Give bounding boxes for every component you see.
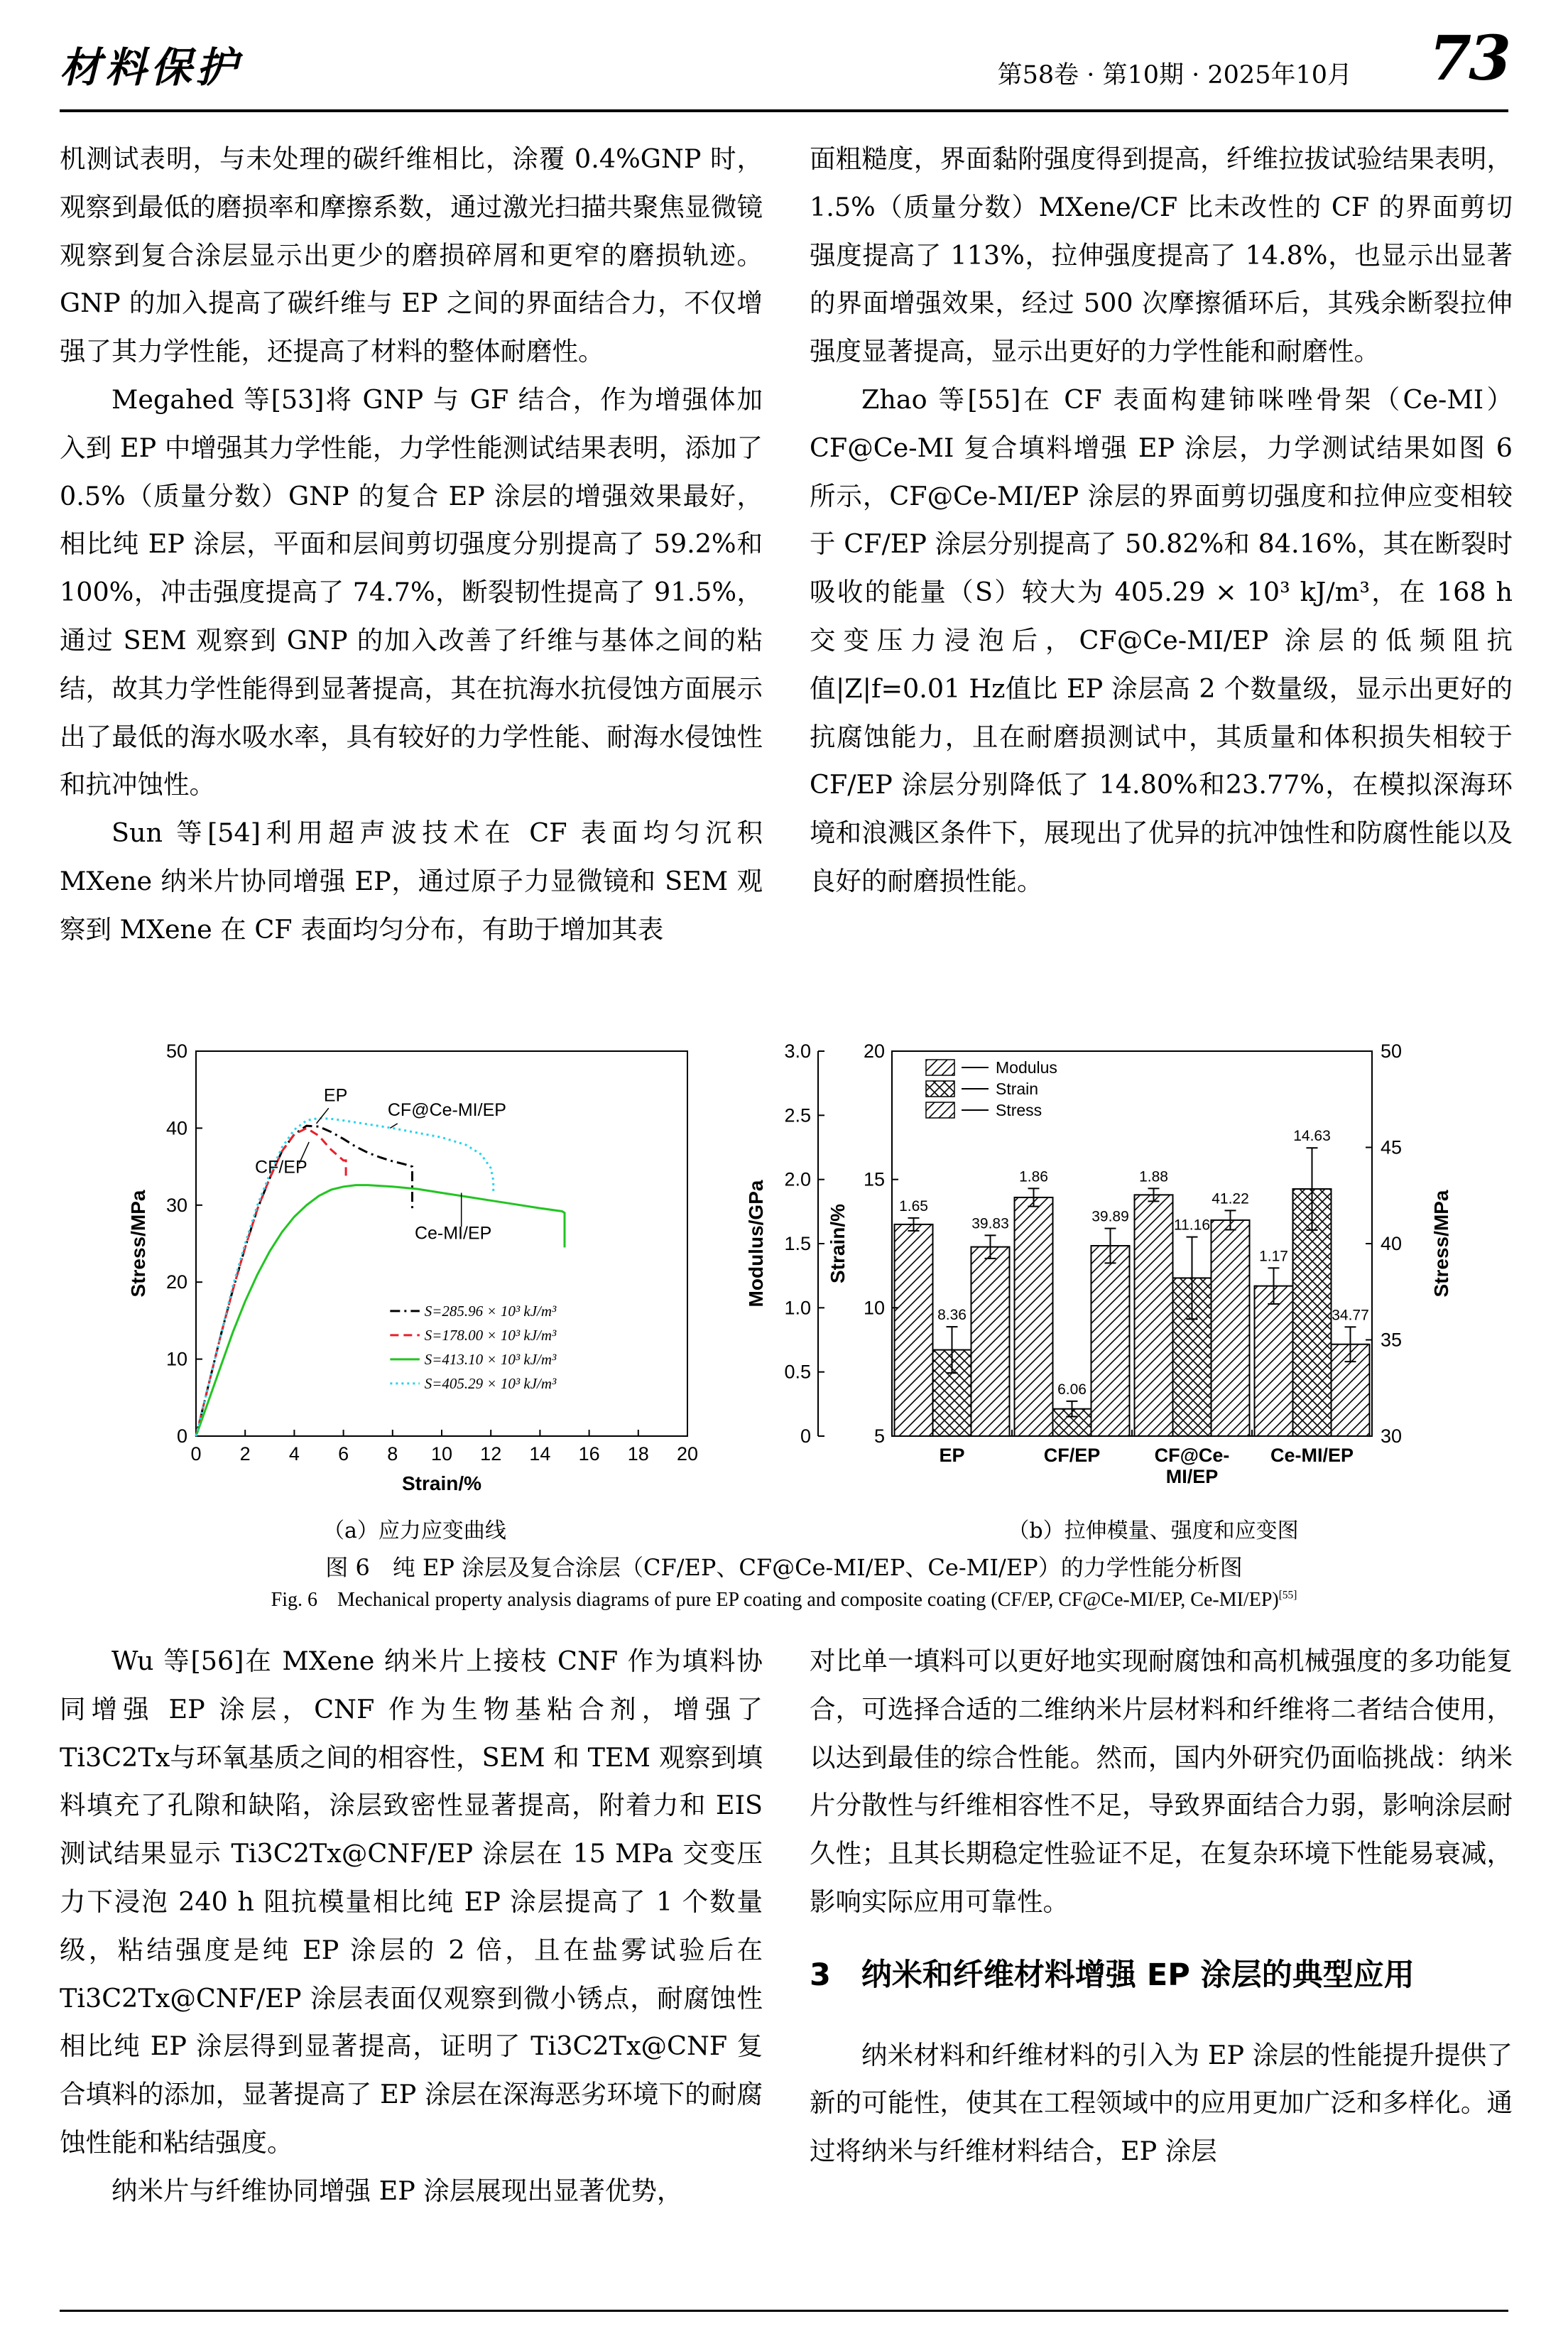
bar-Stress (971, 1247, 1010, 1436)
paragraph: Zhao 等[55]在 CF 表面构建铈咪唑骨架（Ce-MI）CF@Ce-MI 复合填料增强 EP 涂层，力学测试结果如图 6 所示，CF@Ce-MI/EP 涂层的界面剪切强度和拉伸应变相较于 CF/EP 涂层分别提高了 50.82%和 84.16%，其在断裂时吸收的能量（S）较大为 405.29 × 10³ kJ/m³，在 168 h 交变压力浸泡后，CF@Ce-MI/EP 涂层的低频阻抗值|Z|f=0.01 Hz值比 EP 涂层高 2 个数量级，显示出更好的抗腐蚀能力，且在耐磨损测试中，其质量和体积损失相较于 CF/EP 涂层分别降低了 14.80%和23.77%，在模拟深海环境和浪溅区条件下，展现出了优异的抗冲蚀性和防腐性能以及良好的耐磨损性能。 (810, 384, 1513, 896)
data-label: 1.88 (1139, 1168, 1168, 1185)
category-label: EP (939, 1445, 965, 1466)
x-tick-label: 12 (480, 1443, 502, 1465)
x-axis-label: Strain/% (401, 1472, 482, 1494)
x-tick-label: 0 (190, 1443, 202, 1465)
legend-swatch (926, 1081, 954, 1097)
strain-tick-label: 20 (863, 1040, 885, 1062)
strain-tick-label: 10 (863, 1297, 885, 1319)
x-tick-label: 6 (338, 1443, 349, 1465)
modulus-tick-label: 1.0 (784, 1297, 811, 1319)
paragraph: Sun 等[54]利用超声波技术在 CF 表面均匀沉积 MXene 纳米片协同增强 EP，通过原子力显微镜和 SEM 观察到 MXene 在 CF 表面均匀分布，有助于增加其表 (60, 817, 763, 945)
legend-label: Modulus (996, 1058, 1057, 1077)
modulus-tick-label: 1.5 (784, 1233, 811, 1254)
modulus-axis-label: Modulus/GPa (745, 1180, 767, 1308)
paragraph: 面粗糙度，界面黏附强度得到提高，纤维拉拔试验结果表明，1.5%（质量分数）MXene/CF 比未改性的 CF 的界面剪切强度提高了 113%，拉伸强度提高了 14.8%，也显示出显著的界面增强效果，经过 500 次摩擦循环后，其残余断裂拉伸强度显著提高，显示出更好的力学性能和耐磨性。 (810, 143, 1513, 367)
figure-6 (60, 1023, 1508, 1611)
stress-axis-label: Stress/MPa (1430, 1190, 1452, 1298)
stress-tick-label: 35 (1381, 1329, 1403, 1351)
data-label: 34.77 (1332, 1307, 1369, 1324)
legend-label: Strain (996, 1080, 1039, 1098)
bar-Modulus (1015, 1197, 1053, 1436)
annotation-label: CF@Ce-MI/EP (387, 1100, 506, 1121)
category-label: CF/EP (1043, 1445, 1101, 1466)
legend-label: S=285.96 × 10³ kJ/m³ (424, 1302, 557, 1320)
legend-label: S=405.29 × 10³ kJ/m³ (424, 1374, 557, 1392)
header-rule (60, 109, 1508, 112)
legend-swatch (926, 1102, 954, 1118)
data-label: 41.22 (1212, 1190, 1249, 1207)
paragraph: 对比单一填料可以更好地实现耐腐蚀和高机械强度的多功能复合，可选择合适的二维纳米片层材料和纤维将二者结合使用，以达到最佳的综合性能。然而，国内外研究仍面临挑战：纳米片分散性与纤维相容性不足，导致界面结合力弱，影响涂层耐久性；且其长期稳定性验证不足，在复杂环境下性能易衰减，影响实际应用可靠性。 (810, 1646, 1513, 1917)
subcaption-a: （a）应力应变曲线 (323, 1518, 506, 1543)
annotation-label: EP (323, 1085, 348, 1106)
y-tick-label: 40 (165, 1117, 187, 1139)
figure-caption-en-text: Fig. 6 Mechanical property analysis diagrams of pure EP coating and composite coating (CF/EP, CF@Ce-MI/EP, Ce-MI/EP) (271, 1589, 1279, 1611)
left-column-top (60, 135, 763, 954)
data-label: 6.06 (1057, 1381, 1087, 1398)
legend-label: Stress (996, 1101, 1042, 1119)
figure-6-charts (60, 1023, 1508, 1513)
paragraph: 纳米材料和纤维材料的引入为 EP 涂层的性能提升提供了新的可能性，使其在工程领域中的应用更加广泛和多样化。通过将纳米与纤维材料结合，EP 涂层 (810, 2039, 1513, 2167)
paragraph: 纳米片与纤维协同增强 EP 涂层展现出显著优势， (111, 2175, 683, 2206)
section-heading: 3 纳米和纤维材料增强 EP 涂层的典型应用 (810, 1957, 1415, 1993)
data-label: 14.63 (1293, 1128, 1331, 1145)
footer-rule (60, 2310, 1508, 2312)
stress-tick-label: 40 (1381, 1233, 1403, 1254)
figure-caption-en (60, 1584, 1508, 1612)
data-label: 11.16 (1174, 1217, 1210, 1234)
y-axis-label: Stress/MPa (127, 1190, 149, 1298)
annotation-label: Ce-MI/EP (414, 1223, 492, 1244)
modulus-tick-label: 0.5 (784, 1361, 811, 1383)
figure-caption-cn: 图 6 纯 EP 涂层及复合涂层（CF/EP、CF@Ce-MI/EP、Ce-MI/EP）的力学性能分析图 (325, 1554, 1243, 1581)
y-tick-label: 0 (176, 1425, 187, 1447)
y-tick-label: 50 (165, 1040, 187, 1062)
annotation-leader (317, 1108, 329, 1124)
bar-Stress (1212, 1220, 1250, 1436)
bar-Modulus (1255, 1286, 1293, 1436)
stress-tick-label: 30 (1381, 1425, 1403, 1447)
data-label: 1.86 (1019, 1168, 1048, 1185)
journal-logo: 材料保护 (60, 43, 242, 92)
modulus-tick-label: 0 (800, 1425, 811, 1447)
issue-info: 第58卷 · 第10期 · 2025年10月 (997, 61, 1352, 89)
legend-swatch (926, 1060, 954, 1075)
paragraph: Wu 等[56]在 MXene 纳米片上接枝 CNF 作为填料协同增强 EP 涂层，CNF 作为生物基粘合剂，增强了 Ti3C2Tx与环氧基质之间的相容性，SEM 和 TEM 观察到填料填充了孔隙和缺陷，涂层致密性显著提高，附着力和 EIS 测试结果显示 Ti3C2Tx@CNF/EP 涂层在 15 MPa 交变压力下浸泡 240 h 阻抗模量相比纯 EP 涂层提高了 1 个数量级，粘结强度是纯 EP 涂层的 2 倍，且在盐雾试验后在 Ti3C2Tx@CNF/EP 涂层表面仅观察到微小锈点，耐腐蚀性相比纯 EP 涂层得到显著提高，证明了 Ti3C2Tx@CNF 复合填料的添加，显著提高了 EP 涂层在深海恶劣环境下的耐腐蚀性能和粘结强度。 (60, 1646, 763, 2158)
left-column-bottom (60, 1637, 763, 2215)
data-label: 1.17 (1259, 1248, 1288, 1265)
category-label: Ce-MI/EP (1270, 1445, 1354, 1466)
data-label: 8.36 (937, 1307, 967, 1324)
paragraph: 机测试表明，与未处理的碳纤维相比，涂覆 0.4%GNP 时，观察到最低的磨损率和摩擦系数，通过激光扫描共聚焦显微镜观察到复合涂层显示出更少的磨损碎屑和更窄的磨损轨迹。GNP 的加入提高了碳纤维与 EP 之间的界面结合力，不仅增强了其力学性能，还提高了材料的整体耐磨性。 (60, 143, 763, 367)
data-label: 39.83 (971, 1215, 1009, 1232)
bar-Modulus (1135, 1195, 1173, 1436)
x-tick-label: 18 (627, 1443, 649, 1465)
x-tick-label: 14 (529, 1443, 551, 1465)
modulus-tick-label: 2.5 (784, 1104, 811, 1126)
modulus-tick-label: 3.0 (784, 1040, 811, 1062)
y-tick-label: 10 (165, 1348, 187, 1370)
right-column-top (810, 135, 1513, 906)
strain-tick-label: 15 (863, 1168, 885, 1190)
subcaption-b: （b）拉伸模量、强度和应变图 (1008, 1518, 1299, 1543)
strain-tick-label: 5 (873, 1425, 885, 1447)
modulus-tick-label: 2.0 (784, 1168, 811, 1190)
x-tick-label: 20 (676, 1443, 699, 1465)
strain-axis-label: Strain/% (827, 1203, 849, 1284)
annotation-label: CF/EP (255, 1157, 307, 1178)
right-column-bottom (810, 1637, 1513, 2175)
y-tick-label: 20 (165, 1271, 187, 1293)
legend-label: S=413.10 × 10³ kJ/m³ (424, 1350, 557, 1368)
modulus-strain-stress-bar-chart (745, 1040, 1452, 1487)
x-tick-label: 10 (430, 1443, 453, 1465)
category-label: CF@Ce- (1154, 1445, 1230, 1466)
paragraph: Megahed 等[53]将 GNP 与 GF 结合，作为增强体加入到 EP 中增强其力学性能，力学性能测试结果表明，添加了 0.5%（质量分数）GNP 的复合 EP 涂层的增强效果最好，相比纯 EP 涂层，平面和层间剪切强度分别提高了 59.2%和 100%，冲击强度提高了 74.7%，断裂韧性提高了 91.5%，通过 SEM 观察到 GNP 的加入改善了纤维与基体之间的粘结，故其力学性能得到显著提高，其在抗海水抗侵蚀方面展示出了最低的海水吸水率，具有较好的力学性能、耐海水侵蚀性和抗冲蚀性。 (60, 384, 763, 800)
x-tick-label: 8 (387, 1443, 398, 1465)
stress-tick-label: 50 (1381, 1040, 1403, 1062)
x-tick-label: 16 (578, 1443, 600, 1465)
stress-strain-chart (127, 1040, 698, 1494)
page-header (60, 21, 1508, 104)
stress-tick-label: 45 (1381, 1136, 1403, 1158)
data-label: 1.65 (899, 1197, 928, 1215)
page-number: 73 (1429, 23, 1508, 94)
category-label: MI/EP (1165, 1466, 1219, 1487)
y-tick-label: 30 (165, 1194, 187, 1216)
data-label: 39.89 (1091, 1208, 1129, 1225)
figure-caption-ref: [55] (1278, 1589, 1297, 1602)
bar-Modulus (895, 1224, 933, 1436)
x-tick-label: 2 (239, 1443, 251, 1465)
bar-Stress (1091, 1246, 1130, 1436)
x-tick-label: 4 (288, 1443, 300, 1465)
legend-label: S=178.00 × 10³ kJ/m³ (424, 1326, 557, 1344)
